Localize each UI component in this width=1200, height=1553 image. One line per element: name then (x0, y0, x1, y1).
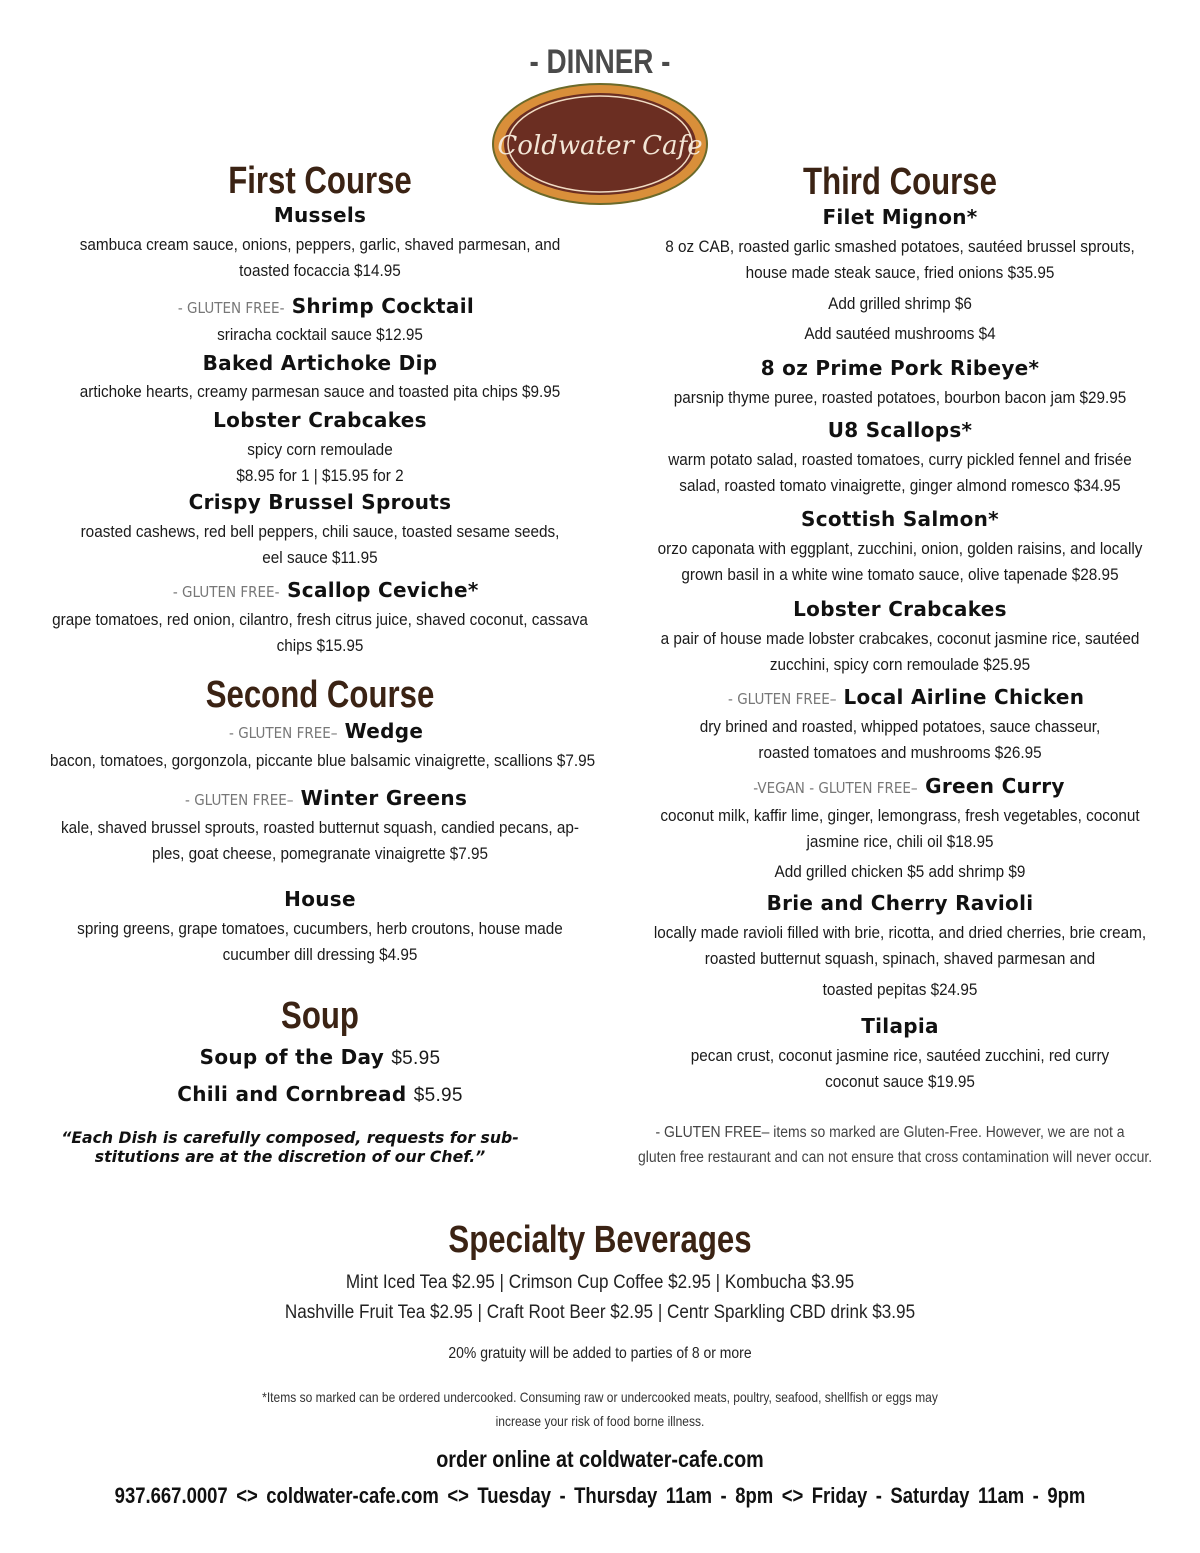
item-desc: coconut milk, kaffir lime, ginger, lemongrass, fresh vegetables, coconut (660, 806, 1140, 825)
vegan-gluten-free-tag: -VEGAN - GLUTEN FREE– (753, 779, 918, 797)
item-desc: spicy corn remoulade (247, 440, 393, 459)
gluten-free-tag: - GLUTEN FREE– (184, 791, 294, 809)
logo-text: Coldwater Cafe (497, 131, 703, 161)
item-name: Filet Mignon* (822, 205, 978, 229)
chef-quote-line: “Each Dish is carefully composed, requests for sub- (61, 1128, 519, 1147)
item-row (20, 294, 620, 320)
item-desc: roasted cashews, red bell peppers, chili sauce, toasted sesame seeds, (80, 522, 560, 541)
item-desc: toasted pepitas $24.95 (822, 980, 978, 999)
item-name: House (284, 887, 356, 911)
item-row (20, 578, 620, 604)
item-desc: roasted tomatoes and mushrooms $26.95 (758, 743, 1042, 762)
undercooked-warning: *Items so marked can be ordered undercooked. Consuming raw or undercooked meats, poultry, seafood, shellfish or eggs may (262, 1389, 938, 1405)
item-addon: Add grilled chicken $5 add shrimp $9 (774, 862, 1026, 881)
gluten-free-tag: - GLUTEN FREE- (173, 583, 280, 601)
item-desc: locally made ravioli filled with brie, ricotta, and dried cherries, brie cream, (653, 923, 1147, 942)
item-name: Soup of the Day (199, 1045, 385, 1069)
item-name: Chili and Cornbread (177, 1082, 407, 1106)
item-addon: Add grilled shrimp $6 (828, 294, 972, 313)
item-name: Brie and Cherry Ravioli (766, 891, 1034, 915)
item-desc: ples, goat cheese, pomegranate vinaigrette $7.95 (152, 844, 488, 863)
item-desc: artichoke hearts, creamy parmesan sauce and toasted pita chips $9.95 (79, 382, 561, 401)
beverage-line: Mint Iced Tea $2.95 | Crimson Cup Coffee $2.95 | Kombucha $3.95 (345, 1272, 855, 1293)
section-title-beverages: Specialty Beverages (448, 1219, 752, 1261)
item-row (20, 1082, 620, 1108)
item-name: 8 oz Prime Pork Ribeye* (760, 356, 1040, 380)
item-desc: salad, roasted tomato vinaigrette, ginger almond romesco $34.95 (679, 476, 1121, 495)
section-title-first-course: First Course (228, 160, 412, 202)
item-desc: sambuca cream sauce, onions, peppers, garlic, shaved parmesan, and (79, 235, 561, 254)
item-name: Crispy Brussel Sprouts (188, 490, 452, 514)
item-name: Wedge (344, 719, 424, 743)
section-title-second-course: Second Course (205, 674, 435, 716)
gluten-free-tag: - GLUTEN FREE- (177, 299, 285, 317)
item-name: Baked Artichoke Dip (202, 351, 438, 375)
item-desc: cucumber dill dressing $4.95 (222, 945, 418, 964)
undercooked-warning: increase your risk of food borne illness. (495, 1413, 705, 1429)
item-addon: Add sautéed mushrooms $4 (804, 324, 996, 343)
item-name: U8 Scallops* (827, 418, 973, 442)
contact-hours-line: 937.667.0007 <> coldwater-cafe.com <> Tuesday - Thursday 11am - 8pm <> Friday - Saturday 11am - 9pm (114, 1483, 1086, 1508)
item-name: Mussels (273, 203, 367, 227)
item-desc: toasted focaccia $14.95 (239, 261, 401, 280)
item-desc: coconut sauce $19.95 (825, 1072, 975, 1091)
item-desc: spring greens, grape tomatoes, cucumbers, herb croutons, house made (77, 919, 563, 938)
item-desc: sriracha cocktail sauce $12.95 (217, 325, 423, 344)
item-desc: warm potato salad, roasted tomatoes, curry pickled fennel and frisée (668, 450, 1132, 469)
menu-title: - DINNER - (529, 43, 671, 81)
item-name: Scottish Salmon* (801, 507, 999, 531)
item-row (20, 1045, 620, 1071)
item-name: Tilapia (861, 1014, 939, 1038)
item-desc: grape tomatoes, red onion, cilantro, fresh citrus juice, shaved coconut, cassava (52, 610, 588, 629)
item-desc: parsnip thyme puree, roasted potatoes, bourbon bacon jam $29.95 (673, 388, 1127, 407)
item-name: Lobster Crabcakes (213, 408, 427, 432)
item-desc: house made steak sauce, fried onions $35.95 (745, 263, 1055, 282)
item-price: $5.95 (413, 1085, 463, 1106)
item-desc: 8 oz CAB, roasted garlic smashed potatoes, sautéed brussel sprouts, (665, 237, 1135, 256)
item-desc: dry brined and roasted, whipped potatoes, sauce chasseur, (699, 717, 1101, 736)
item-desc: grown basil in a white wine tomato sauce, olive tapenade $28.95 (681, 565, 1119, 584)
item-desc: chips $15.95 (276, 636, 364, 655)
gluten-free-tag: - GLUTEN FREE– (228, 724, 338, 742)
item-desc: roasted butternut squash, spinach, shaved parmesan and (704, 949, 1096, 968)
item-desc: pecan crust, coconut jasmine rice, sautéed zucchini, red curry (690, 1046, 1110, 1065)
item-name: Green Curry (925, 774, 1065, 798)
item-name: Scallop Ceviche* (287, 578, 479, 602)
item-price: $8.95 for 1 | $15.95 for 2 (236, 466, 404, 485)
item-row (620, 685, 1180, 711)
item-desc: kale, shaved brussel sprouts, roasted butternut squash, candied pecans, ap- (61, 818, 579, 837)
item-name: Local Airline Chicken (843, 685, 1085, 709)
item-row (620, 774, 1180, 800)
item-desc: jasmine rice, chili oil $18.95 (806, 832, 994, 851)
section-title-soup: Soup (281, 995, 359, 1037)
item-name: Shrimp Cocktail (291, 294, 475, 318)
item-desc: eel sauce $11.95 (262, 548, 378, 567)
chef-quote-line: stitutions are at the discretion of our Chef.” (94, 1147, 486, 1166)
beverage-line: Nashville Fruit Tea $2.95 | Craft Root Beer $2.95 | Centr Sparkling CBD drink $3.95 (284, 1302, 916, 1323)
gluten-free-tag: - GLUTEN FREE– (727, 690, 837, 708)
section-title-third-course: Third Course (803, 161, 997, 203)
gluten-free-note: - GLUTEN FREE– items so marked are Gluten-Free. However, we are not a (655, 1124, 1125, 1141)
item-name: Winter Greens (300, 786, 468, 810)
order-online-link[interactable]: order online at coldwater-cafe.com (436, 1446, 764, 1472)
item-desc: orzo caponata with eggplant, zucchini, onion, golden raisins, and locally (657, 539, 1143, 558)
right-column (620, 0, 1180, 1200)
gluten-free-note: gluten free restaurant and can not ensure that cross contamination will never occur. (638, 1149, 1153, 1166)
item-row (20, 786, 620, 812)
item-desc: a pair of house made lobster crabcakes, coconut jasmine rice, sautéed (660, 629, 1140, 648)
gratuity-note: 20% gratuity will be added to parties of 8 or more (448, 1345, 752, 1362)
item-name: Lobster Crabcakes (793, 597, 1007, 621)
item-row (20, 719, 620, 745)
item-desc: bacon, tomatoes, gorgonzola, piccante blue balsamic vinaigrette, scallions $7.95 (50, 751, 596, 770)
left-column (20, 0, 620, 1200)
item-desc: zucchini, spicy corn remoulade $25.95 (769, 655, 1031, 674)
item-price: $5.95 (391, 1048, 441, 1069)
